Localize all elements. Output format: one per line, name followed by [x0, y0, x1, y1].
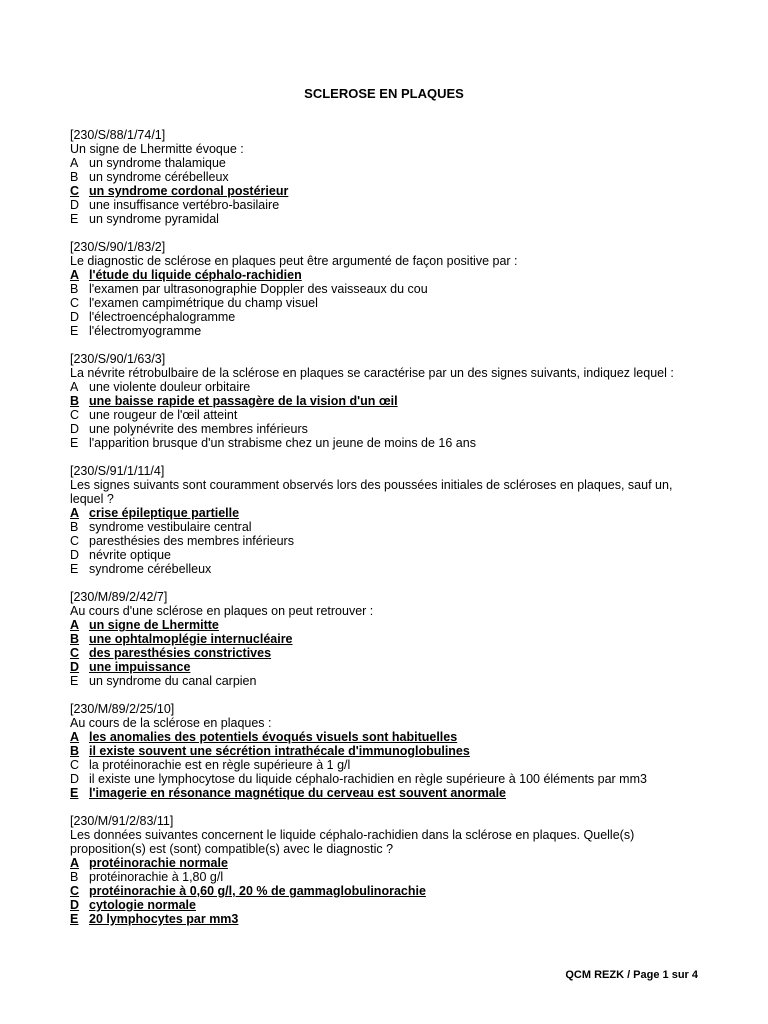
option-letter: C	[70, 646, 80, 660]
option-letter: A	[70, 380, 79, 394]
option-letter: B	[70, 744, 80, 758]
question-stem: proposition(s) est (sont) compatible(s) avec le diagnostic ?	[70, 842, 394, 856]
option-letter: E	[70, 212, 79, 226]
answer-option	[70, 422, 700, 436]
question-block	[70, 464, 700, 576]
question-reference: [230/S/90/1/83/2]	[70, 240, 166, 254]
option-text: une polynévrite des membres inférieurs	[89, 422, 308, 436]
option-text: un syndrome du canal carpien	[89, 674, 257, 688]
answer-option-correct	[70, 912, 700, 926]
option-letter: E	[70, 562, 79, 576]
option-letter: B	[70, 632, 80, 646]
question-block	[70, 240, 700, 338]
question-reference: [230/M/91/2/83/11]	[70, 814, 174, 828]
option-letter: E	[70, 436, 79, 450]
option-text: l'examen par ultrasonographie Doppler des vaisseaux du cou	[89, 282, 428, 296]
question-stem: Les signes suivants sont couramment observés lors des poussées initiales de scléroses en plaques, sauf un,	[70, 478, 673, 492]
option-letter: B	[70, 394, 80, 408]
answer-option	[70, 212, 700, 226]
answer-option	[70, 198, 700, 212]
option-letter: A	[70, 856, 80, 870]
option-letter: A	[70, 156, 79, 170]
answer-option	[70, 520, 700, 534]
question-reference: [230/S/88/1/74/1]	[70, 128, 166, 142]
option-letter: B	[70, 170, 79, 184]
option-text: un syndrome cérébelleux	[89, 170, 229, 184]
option-text: l'examen campimétrique du champ visuel	[89, 296, 318, 310]
answer-option	[70, 324, 700, 338]
question-block	[70, 590, 700, 688]
option-text: protéinorachie normale	[89, 856, 228, 870]
question-block	[70, 814, 700, 926]
answer-option	[70, 548, 700, 562]
option-text: syndrome vestibulaire central	[89, 520, 252, 534]
option-text: une baisse rapide et passagère de la vision d'un œil	[89, 394, 398, 408]
page-title: SCLEROSE EN PLAQUES	[304, 86, 464, 101]
option-text: l'apparition brusque d'un strabisme chez un jeune de moins de 16 ans	[89, 436, 476, 450]
option-text: les anomalies des potentiels évoqués visuels sont habituelles	[89, 730, 458, 744]
option-text: la protéinorachie est en règle supérieure à 1 g/l	[89, 758, 351, 772]
option-letter: A	[70, 618, 80, 632]
option-letter: D	[70, 310, 80, 324]
option-text: un syndrome pyramidal	[89, 212, 219, 226]
answer-option	[70, 408, 700, 422]
answer-option-correct	[70, 632, 700, 646]
question-stem: Au cours de la sclérose en plaques :	[70, 716, 272, 730]
option-text: névrite optique	[89, 548, 172, 562]
option-text: protéinorachie à 0,60 g/l, 20 % de gammaglobulinorachie	[89, 884, 426, 898]
answer-option-correct	[70, 786, 700, 800]
page-footer: QCM REZK / Page 1 sur 4	[565, 969, 698, 981]
option-text: cytologie normale	[89, 898, 196, 912]
option-text: des paresthésies constrictives	[89, 646, 272, 660]
option-letter: C	[70, 184, 80, 198]
option-text: une rougeur de l'œil atteint	[89, 408, 238, 422]
option-text: il existe souvent une sécrétion intrathécale d'immunoglobulines	[89, 744, 470, 758]
answer-option-correct	[70, 744, 700, 758]
question-reference: [230/S/90/1/63/3]	[70, 352, 166, 366]
option-text: crise épileptique partielle	[89, 506, 240, 520]
answer-option	[70, 156, 700, 170]
answer-option-correct	[70, 506, 700, 520]
option-text: paresthésies des membres inférieurs	[89, 534, 294, 548]
answer-option	[70, 674, 700, 688]
question-block	[70, 352, 700, 450]
option-text: une insuffisance vertébro-basilaire	[89, 198, 280, 212]
option-letter: D	[70, 422, 80, 436]
option-letter: D	[70, 772, 80, 786]
option-text: syndrome cérébelleux	[89, 562, 212, 576]
option-letter: A	[70, 506, 80, 520]
option-text: une ophtalmoplégie internucléaire	[89, 632, 293, 646]
question-stem: Le diagnostic de sclérose en plaques peut être argumenté de façon positive par :	[70, 254, 518, 268]
answer-option-correct	[70, 268, 700, 282]
option-letter: E	[70, 912, 79, 926]
answer-option	[70, 436, 700, 450]
option-letter: B	[70, 520, 79, 534]
question-stem: Au cours d'une sclérose en plaques on peut retrouver :	[70, 604, 374, 618]
question-block	[70, 702, 700, 800]
answer-option	[70, 772, 700, 786]
option-letter: D	[70, 660, 80, 674]
answer-option-correct	[70, 184, 700, 198]
answer-option	[70, 310, 700, 324]
option-text: l'électromyogramme	[89, 324, 202, 338]
option-text: protéinorachie à 1,80 g/l	[89, 870, 224, 884]
option-text: un syndrome thalamique	[89, 156, 226, 170]
question-stem: La névrite rétrobulbaire de la sclérose en plaques se caractérise par un des signes suivants, indiquez lequel :	[70, 366, 674, 380]
question-list	[70, 128, 700, 940]
answer-option	[70, 870, 700, 884]
option-text: un syndrome cordonal postérieur	[89, 184, 289, 198]
option-letter: C	[70, 534, 80, 548]
answer-option-correct	[70, 394, 700, 408]
option-text: 20 lymphocytes par mm3	[89, 912, 239, 926]
answer-option-correct	[70, 660, 700, 674]
option-text: une violente douleur orbitaire	[89, 380, 251, 394]
answer-option	[70, 758, 700, 772]
answer-option-correct	[70, 898, 700, 912]
answer-option	[70, 534, 700, 548]
option-letter: B	[70, 282, 79, 296]
question-reference: [230/M/89/2/42/7]	[70, 590, 168, 604]
answer-option-correct	[70, 730, 700, 744]
question-stem: lequel ?	[70, 492, 114, 506]
option-text: une impuissance	[89, 660, 191, 674]
option-letter: D	[70, 548, 80, 562]
option-letter: A	[70, 730, 80, 744]
option-text: un signe de Lhermitte	[89, 618, 219, 632]
answer-option	[70, 170, 700, 184]
question-reference: [230/S/91/1/11/4]	[70, 464, 165, 478]
option-text: l'étude du liquide céphalo-rachidien	[89, 268, 302, 282]
answer-option	[70, 282, 700, 296]
option-letter: E	[70, 324, 79, 338]
option-text: il existe une lymphocytose du liquide céphalo-rachidien en règle supérieure à 100 éléments par mm3	[89, 772, 647, 786]
option-letter: E	[70, 674, 79, 688]
option-letter: D	[70, 898, 80, 912]
option-text: l'imagerie en résonance magnétique du cerveau est souvent anormale	[89, 786, 507, 800]
answer-option-correct	[70, 646, 700, 660]
option-text: l'électroencéphalogramme	[89, 310, 236, 324]
option-letter: C	[70, 296, 80, 310]
option-letter: A	[70, 268, 80, 282]
question-stem: Les données suivantes concernent le liquide céphalo-rachidien dans la sclérose en plaques. Quelle(s)	[70, 828, 635, 842]
option-letter: C	[70, 758, 80, 772]
answer-option	[70, 296, 700, 310]
option-letter: E	[70, 786, 79, 800]
answer-option-correct	[70, 618, 700, 632]
question-block	[70, 128, 700, 226]
option-letter: C	[70, 408, 80, 422]
answer-option	[70, 380, 700, 394]
answer-option	[70, 562, 700, 576]
option-letter: B	[70, 870, 79, 884]
answer-option-correct	[70, 856, 700, 870]
option-letter: D	[70, 198, 80, 212]
question-stem: Un signe de Lhermitte évoque :	[70, 142, 244, 156]
option-letter: C	[70, 884, 80, 898]
question-reference: [230/M/89/2/25/10]	[70, 702, 175, 716]
answer-option-correct	[70, 884, 700, 898]
